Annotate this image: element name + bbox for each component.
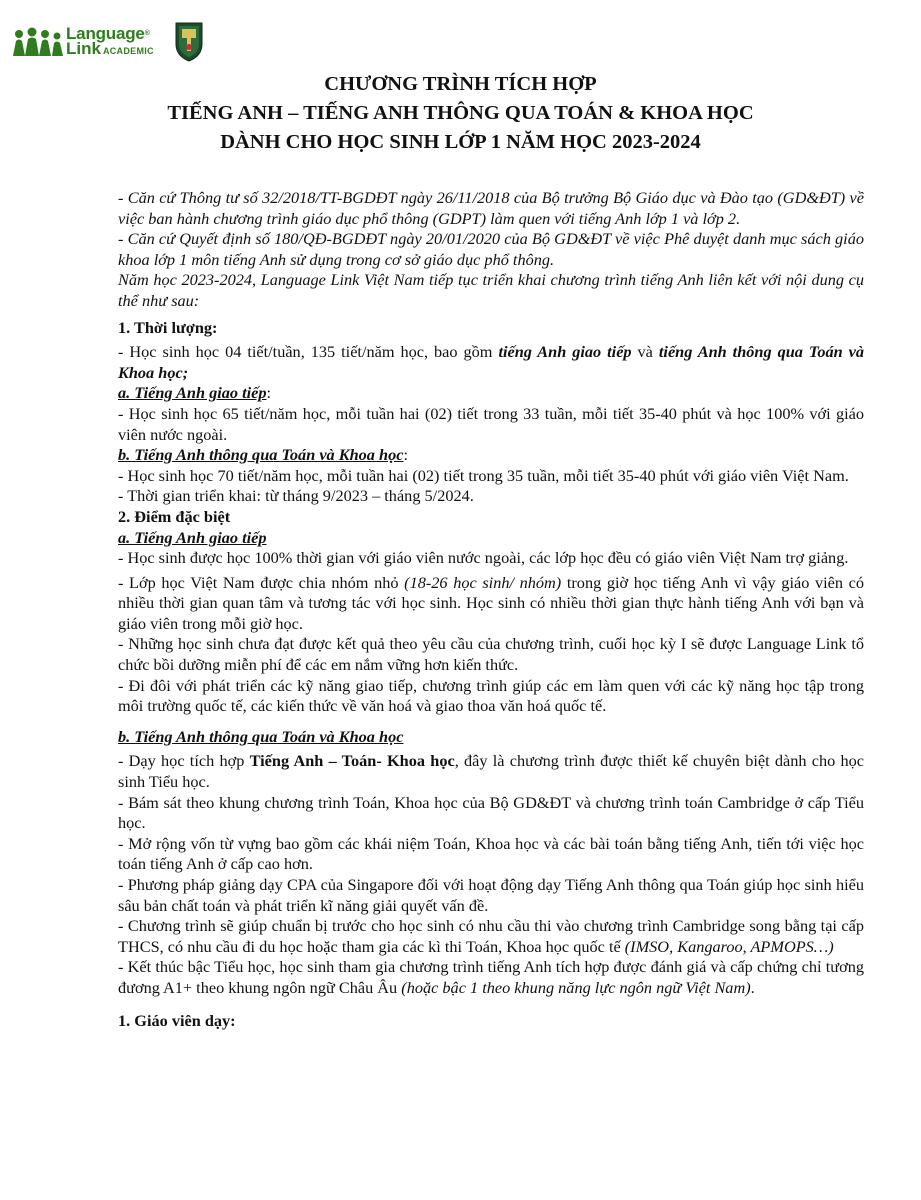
section2-subheading-a xyxy=(118,528,864,549)
section1-paragraph-1 xyxy=(118,342,864,383)
text-span: - Lớp học Việt Nam được chia nhóm nhỏ xyxy=(118,572,405,592)
section2-b-paragraph-1 xyxy=(118,751,864,792)
document-title xyxy=(0,70,921,157)
section2-b-paragraph-5 xyxy=(118,916,864,957)
section2-b-paragraph-4: - Phương pháp giảng dạy CPA của Singapore đối với hoạt động dạy Tiếng Anh thông qua Toán giúp học sinh hiểu sâu bản chất toán và phát triển kĩ năng giải quyết vấn đề. xyxy=(118,875,864,915)
text-span: Tiếng Anh – Toán- Khoa học xyxy=(249,751,455,771)
text-span: , đây là chương trình được thiết kế chuyên biệt dành cho học sinh Tiểu học. xyxy=(118,751,865,792)
section1-subheading-a xyxy=(118,383,864,404)
text-span: tiếng Anh thông qua Toán và Khoa học; xyxy=(118,342,865,382)
text-span: (IMSO, Kangaroo, APMOPS…) xyxy=(624,936,834,956)
intro-paragraph-3: Năm học 2023-2024, Language Link Việt Nam tiếp tục triển khai chương trình tiếng Anh liên kết với nội dung cụ thể như sau: xyxy=(118,270,864,310)
logo-line1: Language xyxy=(66,23,145,43)
section1-b-paragraph-1: - Học sinh học 70 tiết/năm học, mỗi tuần hai (02) tiết trong 35 tuần, mỗi tiết 35-40 phút với giáo viên Việt Nam. xyxy=(118,465,849,485)
document-body xyxy=(118,188,864,1031)
text-span: : xyxy=(266,383,272,403)
section1-a-paragraph-1: - Học sinh học 65 tiết/năm học, mỗi tuần hai (02) tiết trong 33 tuần, mỗi tiết 35-40 phút và học 100% với giáo viên nước ngoài. xyxy=(118,403,864,444)
section2-heading: 2. Điểm đặc biệt xyxy=(118,506,231,526)
logo-registered: ® xyxy=(144,29,150,37)
title-line1: CHƯƠNG TRÌNH TÍCH HỢP xyxy=(324,73,597,95)
section1-heading: 1. Thời lượng: xyxy=(118,317,218,337)
subheading-text: a. Tiếng Anh giao tiếp xyxy=(118,527,267,547)
logo-line2: Link xyxy=(66,38,101,58)
title-line2: TIẾNG ANH – TIẾNG ANH THÔNG QUA TOÁN & KHOA HỌC xyxy=(167,102,754,124)
section2-a-paragraph-2 xyxy=(118,573,864,635)
subheading-text: b. Tiếng Anh thông qua Toán và Khoa học xyxy=(118,726,404,746)
people-icon xyxy=(12,27,64,57)
section2-a-paragraph-4: - Đi đôi với phát triển các kỹ năng giao tiếp, chương trình giúp các em làm quen với các kỹ năng học tập trong môi trường quốc tế, các kiến thức về văn hoá và giao thoa văn hoá quốc tế. xyxy=(118,675,864,716)
section2-b-paragraph-6 xyxy=(118,957,864,998)
text-span: - Chương trình sẽ giúp chuẩn bị trước cho học sinh có nhu cầu thi vào chương trình Cambridge song bằng tại cấp THCS, có nhu cầu đi du học hoặc tham gia các kì thi Toán, Khoa học quốc tế xyxy=(118,916,864,956)
intro-paragraph-2: - Căn cứ Quyết định số 180/QĐ-BGDĐT ngày 20/01/2020 của Bộ GD&ĐT về việc Phê duyệt danh mục sách giáo khoa lớp 1 môn tiếng Anh sử dụng trong cơ sở giáo dục phổ thông. xyxy=(118,229,864,269)
section1-subheading-b xyxy=(118,445,864,466)
text-span: - Kết thúc bậc Tiểu học, học sinh tham gia chương trình tiếng Anh tích hợp được đánh giá và cấp chứng chỉ tương đương A1+ theo khung ngôn ngữ Châu Âu xyxy=(118,957,864,997)
text-span: - Học sinh học 04 tiết/tuần, 135 tiết/năm học, bao gồm xyxy=(118,342,499,362)
text-span: - Dạy học tích hợp xyxy=(118,751,250,771)
text-span: tiếng Anh giao tiếp xyxy=(498,342,632,362)
title-line3: DÀNH CHO HỌC SINH LỚP 1 NĂM HỌC 2023-2024 xyxy=(220,131,701,153)
school-crest-icon xyxy=(174,20,204,62)
text-span: (18-26 học sinh/ nhóm) xyxy=(404,572,562,592)
text-span: (hoặc bậc 1 theo khung năng lực ngôn ngữ Việt Nam) xyxy=(401,977,751,997)
text-span: và xyxy=(631,342,659,362)
section2-a-paragraph-3: - Những học sinh chưa đạt được kết quả theo yêu cầu của chương trình, cuối học kỳ I sẽ được Language Link tổ chức bồi dưỡng miễn phí để các em nắm vững hơn kiến thức. xyxy=(118,634,864,675)
language-link-logo xyxy=(12,20,154,64)
subheading-text: a. Tiếng Anh giao tiếp xyxy=(118,383,267,403)
logo-wordmark xyxy=(66,23,154,59)
logo-academic: ACADEMIC xyxy=(102,45,154,56)
text-span: trong giờ học tiếng Anh vì vậy giáo viên có nhiều thời gian quan tâm và tương tác với học sinh. Học sinh có nhiều thời gian thực hành tiếng Anh với bạn và giáo viên trong mỗi giờ học. xyxy=(118,572,864,633)
section2-b-paragraph-3: - Mở rộng vốn từ vựng bao gồm các khái niệm Toán, Khoa học và các bài toán bằng tiếng Anh, tiến tới việc học toán tiếng Anh ở cấp cao hơn. xyxy=(118,833,864,874)
text-span: . xyxy=(750,977,755,997)
text-span: : xyxy=(403,445,408,465)
section1-b-paragraph-2: - Thời gian triển khai: từ tháng 9/2023 – tháng 5/2024. xyxy=(118,486,474,506)
intro-paragraph-1: - Căn cứ Thông tư số 32/2018/TT-BGDĐT ngày 26/11/2018 của Bộ trưởng Bộ Giáo dục và Đào tạo (GD&ĐT) về việc ban hành chương trình giáo dục phổ thông (GDPT) làm quen với tiếng Anh lớp 1 và lớp 2. xyxy=(118,188,864,228)
section2-a-paragraph-1: - Học sinh được học 100% thời gian với giáo viên nước ngoài, các lớp học đều có giáo viên Việt Nam trợ giảng. xyxy=(118,548,849,568)
section2-b-paragraph-2: - Bám sát theo khung chương trình Toán, Khoa học của Bộ GD&ĐT và chương trình toán Cambridge ở cấp Tiểu học. xyxy=(118,792,864,833)
subheading-text: b. Tiếng Anh thông qua Toán và Khoa học xyxy=(118,445,404,465)
section3-heading: 1. Giáo viên dạy: xyxy=(118,1010,236,1030)
section2-subheading-b xyxy=(118,727,864,748)
